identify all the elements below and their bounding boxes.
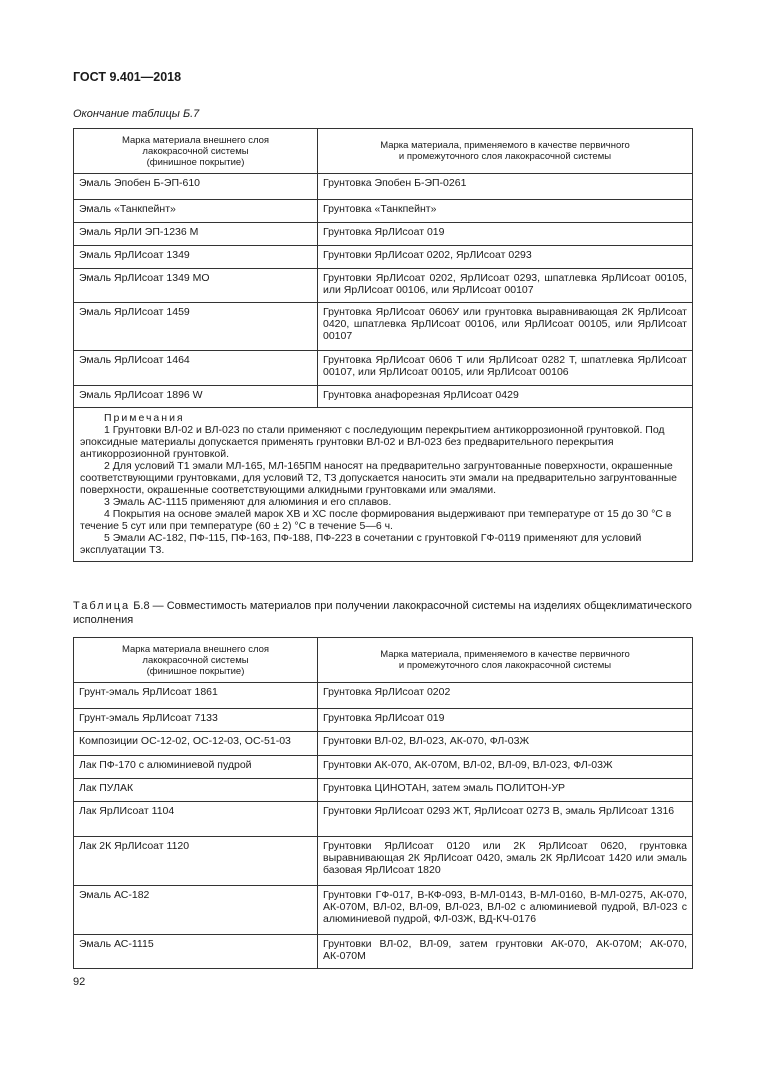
cell-topcoat: Эмаль «Танкпейнт» — [74, 200, 318, 223]
page-number: 92 — [73, 976, 86, 988]
table-caption-text: Б.8 — Совместимость материалов при получении лакокрасочной системы на изделиях общеклиматического исполнения — [73, 600, 692, 626]
note-item: 4 Покрытия на основе эмалей марок ХВ и ХС после формирования выдерживают при температуре от 15 до 30 °С в течение 5 сут или при температуре (60 ± 2) °С в течение 5—6 ч. — [80, 508, 672, 532]
header-line: Марка материала внешнего слоя — [121, 643, 270, 655]
table-row — [74, 200, 693, 223]
table-header-row — [74, 638, 693, 683]
cell-primer: Грунтовка ЯрЛИсоат 0606У или грунтовка выравнивающая 2К ЯрЛИсоат 0420, шпатлевка ЯрЛИсоат 00106, или ЯрЛИсоат 00105, или ЯрЛИсоат 00107 — [318, 303, 693, 351]
column-header-primer — [318, 638, 693, 683]
cell-topcoat: Лак ПФ-170 с алюминиевой пудрой — [74, 756, 318, 779]
cell-topcoat: Эмаль ЯрЛИсоат 1464 — [74, 351, 318, 386]
cell-primer: Грунтовка ЯрЛИсоат 0202 — [318, 683, 693, 709]
table-row — [74, 709, 693, 732]
table-row — [74, 732, 693, 756]
cell-topcoat: Эмаль ЯрЛИсоат 1459 — [74, 303, 318, 351]
table-row — [74, 174, 693, 200]
column-header-primer — [318, 129, 693, 174]
cell-topcoat: Эмаль ЯрЛИсоат 1349 МО — [74, 269, 318, 303]
table-label: Таблица — [73, 600, 131, 612]
cell-primer: Грунтовки АК-070, АК-070М, ВЛ-02, ВЛ-09, ВЛ-023, ФЛ-03Ж — [318, 756, 693, 779]
cell-primer: Грунтовка Эпобен Б-ЭП-0261 — [318, 174, 693, 200]
table-row — [74, 246, 693, 269]
cell-primer: Грунтовки ЯрЛИсоат 0202, ЯрЛИсоат 0293 — [318, 246, 693, 269]
header-line: и промежуточного слоя лакокрасочной системы — [398, 660, 612, 671]
header-line: лакокрасочной системы — [142, 654, 249, 666]
cell-primer: Грунтовка ЦИНОТАН, затем эмаль ПОЛИТОН-УР — [318, 779, 693, 802]
table-row — [74, 756, 693, 779]
cell-primer: Грунтовка ЯрЛИсоат 019 — [318, 709, 693, 732]
column-header-topcoat — [74, 638, 318, 683]
cell-topcoat: Эмаль АС-1115 — [74, 935, 318, 969]
cell-topcoat: Эмаль Эпобен Б-ЭП-610 — [74, 174, 318, 200]
cell-primer: Грунтовка «Танкпейнт» — [318, 200, 693, 223]
cell-topcoat: Эмаль ЯрЛИсоат 1349 — [74, 246, 318, 269]
notes-row — [74, 408, 693, 562]
table-b8 — [73, 637, 693, 969]
cell-topcoat: Грунт-эмаль ЯрЛИсоат 7133 — [74, 709, 318, 732]
table-row — [74, 683, 693, 709]
table-row — [74, 837, 693, 886]
table-b7 — [73, 128, 693, 562]
header-line: Марка материала, применяемого в качестве первичного — [380, 649, 630, 660]
cell-topcoat: Лак 2К ЯрЛИсоат 1120 — [74, 837, 318, 886]
table-row — [74, 386, 693, 408]
header-line: Марка материала внешнего слоя — [121, 134, 270, 146]
table-row — [74, 351, 693, 386]
cell-topcoat: Эмаль ЯрЛИсоат 1896 W — [74, 386, 318, 408]
table-row — [74, 935, 693, 969]
header-line: Марка материала, применяемого в качестве первичного — [380, 140, 630, 151]
note-item: 1 Грунтовки ВЛ-02 и ВЛ-023 по стали применяют с последующим перекрытием антикоррозионной грунтовкой. Под эпоксидные материалы допускается применять грунтовки ВЛ-02 и ВЛ-023 без предварительного перекрытия антикоррозионной грунтовкой. — [80, 424, 665, 460]
header-line: (финишное покрытие) — [146, 665, 245, 677]
cell-primer: Грунтовка анафорезная ЯрЛИсоат 0429 — [318, 386, 693, 408]
cell-topcoat: Композиции ОС-12-02, ОС-12-03, ОС-51-03 — [74, 732, 318, 756]
header-line: (финишное покрытие) — [146, 156, 245, 168]
cell-topcoat: Грунт-эмаль ЯрЛИсоат 1861 — [74, 683, 318, 709]
cell-primer: Грунтовки ЯрЛИсоат 0202, ЯрЛИсоат 0293, шпатлевка ЯрЛИсоат 00105, или ЯрЛИсоат 00106, или ЯрЛИсоат 00107 — [318, 269, 693, 303]
notes-title: Примечания — [104, 412, 185, 424]
table-header-row — [74, 129, 693, 174]
table-b8-caption — [73, 599, 693, 627]
cell-topcoat: Эмаль ЯрЛИ ЭП-1236 М — [74, 223, 318, 246]
table-row — [74, 303, 693, 351]
cell-primer: Грунтовки ГФ-017, В-КФ-093, В-МЛ-0143, В-МЛ-0160, В-МЛ-0275, АК-070, АК-070М, ВЛ-02, ВЛ-09, ВЛ-023, ВЛ-02 с алюминиевой пудрой, ВЛ-023 с алюминиевой пудрой, ФЛ-03Ж, ВД-КЧ-0176 — [318, 886, 693, 935]
cell-primer: Грунтовки ВЛ-02, ВЛ-023, АК-070, ФЛ-03Ж — [318, 732, 693, 756]
cell-primer: Грунтовки ЯрЛИсоат 0293 ЖТ, ЯрЛИсоат 0273 В, эмаль ЯрЛИсоат 1316 — [318, 802, 693, 837]
cell-primer: Грунтовка ЯрЛИсоат 019 — [318, 223, 693, 246]
table-row — [74, 779, 693, 802]
cell-topcoat: Лак ЯрЛИсоат 1104 — [74, 802, 318, 837]
note-item: 5 Эмали АС-182, ПФ-115, ПФ-163, ПФ-188, ПФ-223 в сочетании с грунтовкой ГФ-0119 применяют для условий эксплуатации Т3. — [80, 532, 642, 556]
page-header-title: ГОСТ 9.401—2018 — [73, 70, 182, 84]
table-row — [74, 223, 693, 246]
note-item: 2 Для условий Т1 эмали МЛ-165, МЛ-165ПМ наносят на предварительно загрунтованные поверхности, окрашенные соответствующими грунтовками, для условий Т2, Т3 допускается наносить эти эмали на предварительно загрунтованные поверхности, окрашенные соответствующими алкидными грунтовками или эмалями. — [80, 460, 677, 496]
cell-primer: Грунтовка ЯрЛИсоат 0606 Т или ЯрЛИсоат 0282 Т, шпатлевка ЯрЛИсоат 00107, или ЯрЛИсоат 00105, или ЯрЛИсоат 00106 — [318, 351, 693, 386]
header-line: и промежуточного слоя лакокрасочной системы — [398, 151, 612, 162]
table-row — [74, 886, 693, 935]
table-row — [74, 269, 693, 303]
table-continuation-caption: Окончание таблицы Б.7 — [73, 108, 200, 120]
cell-primer: Грунтовки ВЛ-02, ВЛ-09, затем грунтовки АК-070, АК-070М; АК-070, АК-070М — [318, 935, 693, 969]
notes-cell — [74, 408, 693, 562]
column-header-topcoat — [74, 129, 318, 174]
table-row — [74, 802, 693, 837]
cell-topcoat: Эмаль АС-182 — [74, 886, 318, 935]
note-item: 3 Эмаль АС-1115 применяют для алюминия и его сплавов. — [104, 496, 392, 508]
header-line: лакокрасочной системы — [142, 145, 249, 157]
cell-topcoat: Лак ПУЛАК — [74, 779, 318, 802]
cell-primer: Грунтовки ЯрЛИсоат 0120 или 2К ЯрЛИсоат 0620, грунтовка выравнивающая 2К ЯрЛИсоат 0420, эмаль 2К ЯрЛИсоат 1420 или эмаль базовая ЯрЛИсоат 1820 — [318, 837, 693, 886]
